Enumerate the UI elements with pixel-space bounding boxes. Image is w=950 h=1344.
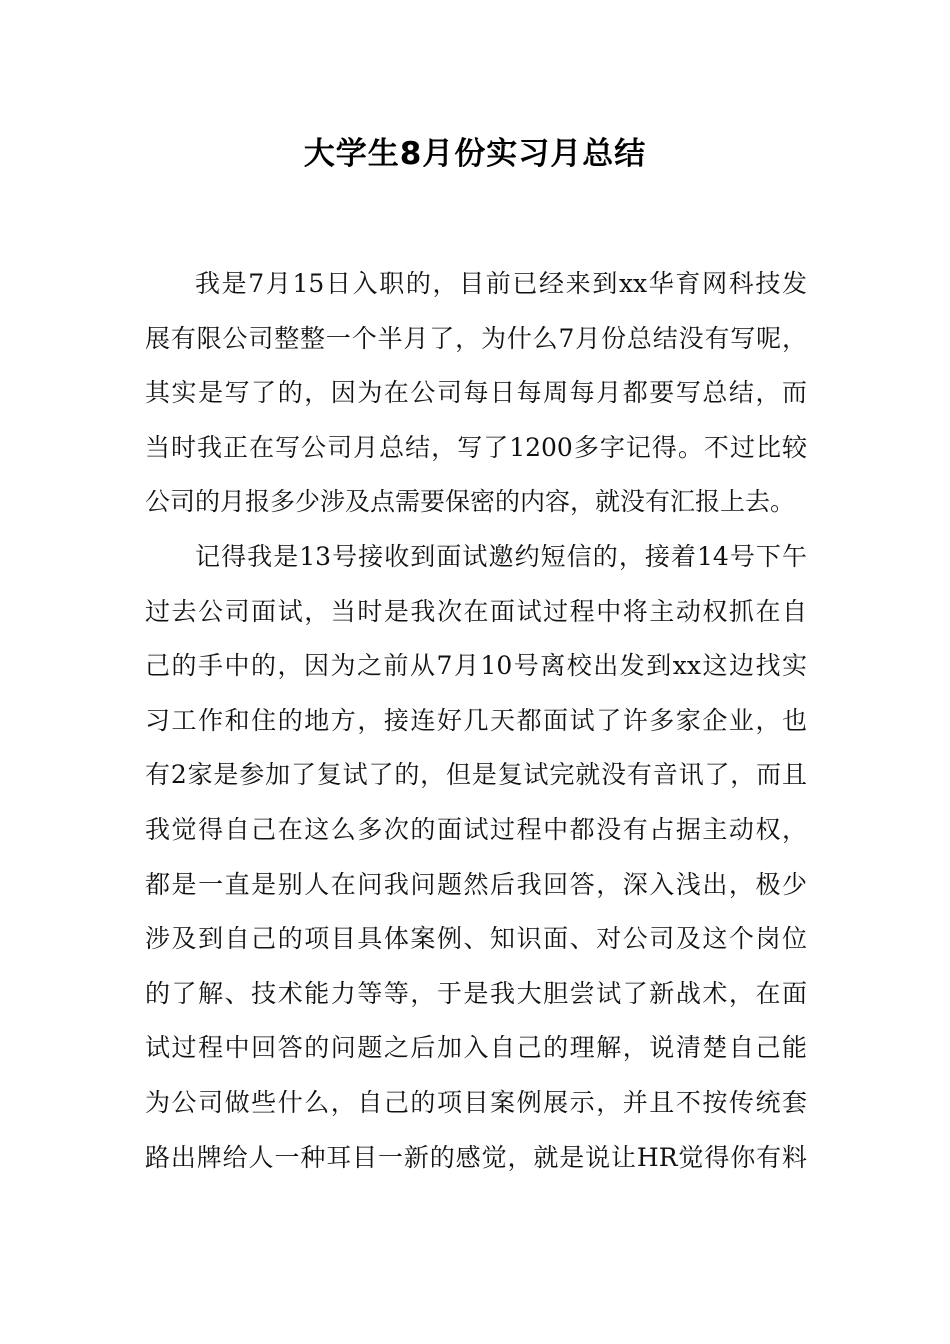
text-line: 己的手中的，因为之前从7月10号离校出发到xx这边找实 bbox=[145, 651, 807, 681]
text-line: 涉及到自己的项目具体案例、知识面、对公司及这个岗位 bbox=[145, 924, 807, 954]
paragraph-2 bbox=[145, 530, 807, 1185]
text-line: 路出牌给人一种耳目一新的感觉，就是说让HR觉得你有料 bbox=[145, 1142, 807, 1172]
text-line: 我是7月15日入职的，目前已经来到xx华育网科技发 bbox=[195, 269, 807, 298]
text-line: 我觉得自己在这么多次的面试过程中都没有占据主动权， bbox=[145, 814, 807, 844]
text-line: 的了解、技术能力等等，于是我大胆尝试了新战术，在面 bbox=[145, 978, 807, 1008]
text-line: 都是一直是别人在问我问题然后我回答，深入浅出，极少 bbox=[145, 869, 807, 899]
text-line: 过去公司面试，当时是我次在面试过程中将主动权抓在自 bbox=[145, 596, 807, 626]
text-line: 当时我正在写公司月总结，写了1200多字记得。不过比较 bbox=[145, 432, 807, 462]
text-line: 公司的月报多少涉及点需要保密的内容，就没有汇报上去。 bbox=[145, 487, 796, 517]
document-title: 大学生8月份实习月总结 bbox=[303, 136, 647, 172]
text-line: 有2家是参加了复试了的，但是复试完就没有音讯了，而且 bbox=[145, 760, 807, 790]
document-body bbox=[145, 257, 807, 1185]
text-line: 展有限公司整整一个半月了，为什么7月份总结没有写呢， bbox=[145, 323, 807, 353]
text-line: 其实是写了的，因为在公司每日每周每月都要写总结，而 bbox=[145, 378, 807, 408]
text-line: 记得我是13号接收到面试邀约短信的，接着14号下午 bbox=[195, 541, 807, 571]
text-line: 为公司做些什么，自己的项目案例展示，并且不按传统套 bbox=[145, 1087, 807, 1117]
paragraph-1 bbox=[145, 257, 807, 530]
text-line: 习工作和住的地方，接连好几天都面试了许多家企业，也 bbox=[145, 705, 807, 735]
text-line: 试过程中回答的问题之后加入自己的理解，说清楚自己能 bbox=[145, 1033, 807, 1063]
